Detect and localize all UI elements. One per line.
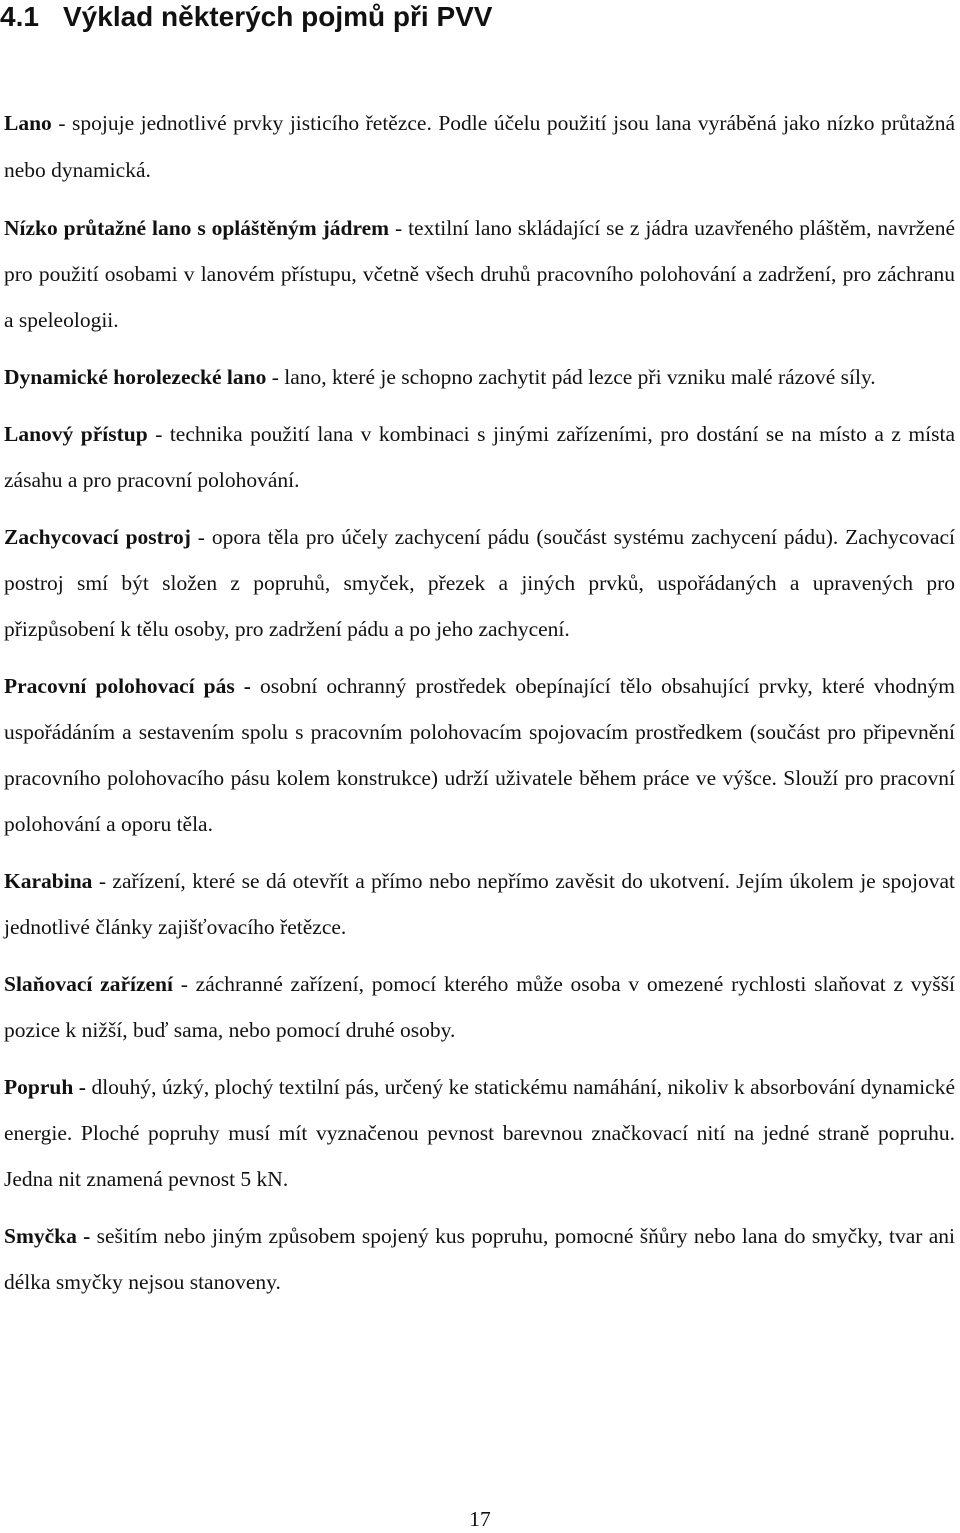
glossary-term: Nízko průtažné lano s opláštěným jádrem: [4, 216, 390, 240]
glossary-term: Smyčka -: [4, 1224, 91, 1248]
glossary-term: Pracovní polohovací pás -: [4, 674, 251, 698]
glossary-entry-slanovaci-zarizeni: [4, 961, 955, 1053]
glossary-entry-dynamicke-lano: [4, 354, 955, 400]
glossary-definition: - zařízení, které se dá otevřít a přímo nebo nepřímo zavěsit do ukotvení. Jejím úkolem je spojovat jednotlivé články zajišťovacího řetězce.: [4, 869, 955, 939]
glossary-term: Lano: [4, 111, 52, 135]
glossary-entry-nizko-pruztazne-lano: [4, 205, 955, 343]
glossary-entry-popruh: [4, 1064, 955, 1202]
page-number: 17: [469, 1507, 491, 1531]
glossary: [4, 100, 955, 1316]
section-heading: [0, 0, 492, 34]
glossary-definition: - lano, které je schopno zachytit pád lezce při vzniku malé rázové síly.: [266, 365, 876, 389]
glossary-definition: - technika použití lana v kombinaci s jinými zařízeními, pro dostání se na místo a z místa zásahu a pro pracovní polohování.: [4, 422, 955, 492]
glossary-entry-smycka: [4, 1213, 955, 1305]
glossary-term: Popruh -: [4, 1075, 86, 1099]
glossary-term: Slaňovací zařízení: [4, 972, 173, 996]
section-number: 4.1: [0, 1, 39, 32]
glossary-term: Zachycovací postroj: [4, 525, 191, 549]
glossary-entry-pracovni-polohovaci-pas: [4, 663, 955, 847]
glossary-definition: - záchranné zařízení, pomocí kterého může osoba v omezené rychlosti slaňovat z vyšší pozice k nižší, buď sama, nebo pomocí druhé osoby.: [4, 972, 955, 1042]
glossary-definition: osobní ochranný prostředek obepínající tělo obsahující prvky, které vhodným uspořádáním a sestavením spolu s pracovním polohovacím spojovacím prostředkem (součást pro připevnění pracovního polohovacího pásu kolem konstrukce) udrží uživatele během práce ve výšce. Slouží pro pracovní polohování a oporu těla.: [4, 674, 955, 836]
glossary-entry-lano: [4, 100, 955, 194]
section-title: Výklad některých pojmů při PVV: [63, 1, 493, 32]
glossary-term: Lanový přístup: [4, 422, 148, 446]
glossary-entry-zachycovaci-postroj: [4, 514, 955, 652]
glossary-definition: dlouhý, úzký, plochý textilní pás, určený ke statickému namáhání, nikoliv k absorbování dynamické energie. Ploché popruhy musí mít vyznačenou pevnost barevnou značkovací nití na jedné straně popruhu. Jedna nit znamená pevnost 5 kN.: [4, 1075, 955, 1191]
glossary-definition: - spojuje jednotlivé prvky jisticího řetězce. Podle účelu použití jsou lana vyráběná jako nízko průtažná nebo dynamická.: [4, 111, 955, 182]
glossary-definition: - opora těla pro účely zachycení pádu (součást systému zachycení pádu). Zachycovací postroj smí být složen z popruhů, smyček, přezek a jiných prvků, uspořádaných a upravených pro přizpůsobení k tělu osoby, pro zadržení pádu a po jeho zachycení.: [4, 525, 955, 641]
glossary-entry-lanovy-pristup: [4, 411, 955, 503]
glossary-term: Dynamické horolezecké lano: [4, 365, 267, 389]
glossary-definition: - textilní lano skládající se z jádra uzavřeného pláštěm, navržené pro použití osobami v lanovém přístupu, včetně všech druhů pracovního polohování a zadržení, pro záchranu a speleologii.: [4, 216, 955, 332]
glossary-definition: sešitím nebo jiným způsobem spojený kus popruhu, pomocné šňůry nebo lana do smyčky, tvar ani délka smyčky nejsou stanoveny.: [4, 1224, 955, 1294]
glossary-term: Karabina: [4, 869, 93, 893]
glossary-entry-karabina: [4, 858, 955, 950]
